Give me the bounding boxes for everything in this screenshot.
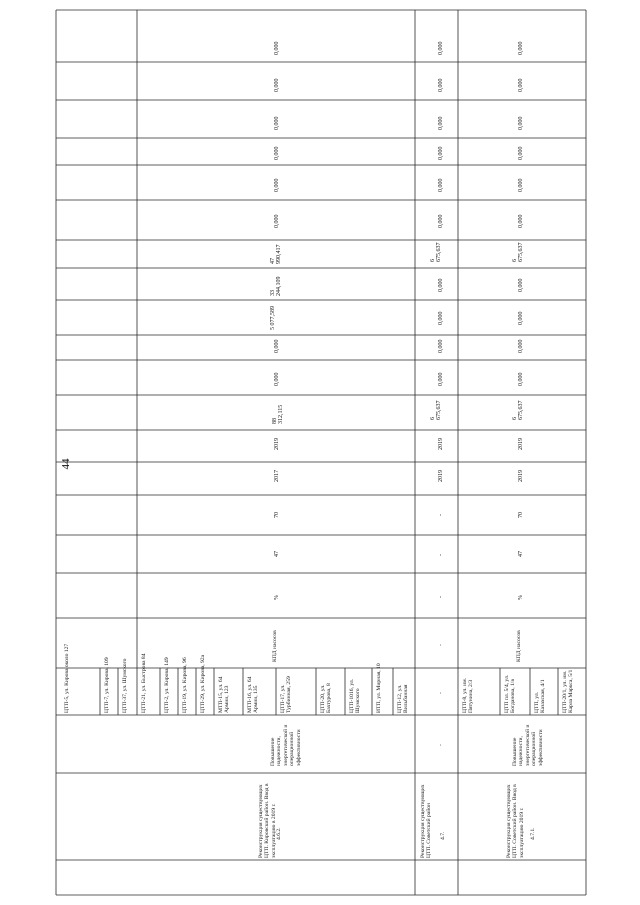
value-cell: 0,000	[518, 372, 524, 386]
base-value: 47	[518, 551, 524, 557]
value-cell: 0,000	[518, 214, 524, 228]
object-item: ЦТП-12, ул. Вильбанная	[397, 684, 410, 713]
row-name: Реконструкция существующих ЦТП. Советский район	[420, 784, 433, 858]
start-year: 2017	[274, 470, 280, 482]
value-cell: 0,000	[438, 116, 444, 130]
value-cell: 5 077,589	[270, 306, 276, 330]
unit: -	[438, 596, 444, 598]
end-year: 2019	[518, 438, 524, 450]
value-cell: 6 675,637	[430, 242, 443, 262]
value-cell: 0,000	[518, 41, 524, 55]
value-cell: 0,000	[518, 146, 524, 160]
row-goal: Повышение надежности, энергетической и операционной эффективности	[270, 724, 302, 766]
object-item: МТП-15, ул. 64 Армии, 123	[218, 676, 231, 713]
row-code: 4.7.1.	[530, 827, 536, 840]
row-goal: -	[438, 744, 444, 746]
value-cell: 0,000	[438, 311, 444, 325]
value-cell: 0,000	[518, 116, 524, 130]
value-cell: 0,000	[438, 339, 444, 353]
value-cell: 0,000	[518, 278, 524, 292]
end-year: 2019	[438, 438, 444, 450]
value-cell: 0,000	[274, 339, 280, 353]
object-item: ЦТП-1016, ул. Шумского	[349, 678, 362, 713]
object-item: ИТП, ул. Мирная, 10	[376, 663, 382, 713]
object-item: МТП-16, ул. 64 Армии, 135	[247, 676, 260, 713]
value-cell: 0,000	[274, 372, 280, 386]
indicator: КПД насосов	[516, 630, 522, 662]
target-value: 70	[518, 512, 524, 518]
start-year: 2019	[438, 470, 444, 482]
row-name: Реконструкция существующих ЦТП. Кировский район. Ввод в эксплуатацию в 2019 г.	[258, 783, 277, 858]
object-item: ЦТП-7, ул. Кирова, 109	[104, 657, 110, 713]
value-cell: 47 990,417	[270, 244, 283, 264]
value-cell: 0,000	[438, 278, 444, 292]
indicator: -	[438, 644, 444, 646]
value-cell: 0,000	[438, 41, 444, 55]
base-value: -	[438, 554, 444, 556]
unit: %	[274, 595, 280, 600]
value-cell: 0,000	[274, 78, 280, 92]
value-cell: 0,000	[518, 311, 524, 325]
object-item: ЦТП-20, ул. Бахтурова, 8	[320, 683, 333, 713]
row-code: 4.7.	[440, 831, 446, 840]
base-value: 47	[274, 551, 280, 557]
indicator: КПД насосов	[272, 630, 278, 662]
row-goal: Повышение надежности, энергетической и операционной эффективности	[512, 724, 544, 766]
value-cell: 0,000	[518, 78, 524, 92]
value-cell: 0,000	[274, 178, 280, 192]
total-value: 6 675,637	[512, 400, 525, 420]
object-item: ЦТП-20/1, ул. им. Карла Маркса, 5/1	[562, 669, 575, 713]
object-item: ЦТП-17, ул. Турбинная, 259	[280, 676, 293, 713]
value-cell: 33 244,109	[270, 276, 283, 296]
object-item: -	[438, 692, 444, 694]
row-name: Реконструкция существующих ЦТП. Советский район. Ввод в эксплуатацию 2019 г.	[506, 784, 525, 858]
value-cell: 6 675,637	[512, 242, 525, 262]
value-cell: 0,000	[274, 146, 280, 160]
object-item: ЦТП, ул. Казахская, 4/1	[534, 679, 547, 713]
object-item: ЦТП-37, ул. Шумского	[122, 658, 128, 713]
value-cell: 0,000	[438, 178, 444, 192]
unit: %	[518, 595, 524, 600]
value-cell: 0,000	[438, 372, 444, 386]
total-value: 6 675,637	[430, 400, 443, 420]
object-item: ЦТП-21, ул. Быстрова 84	[141, 653, 147, 713]
value-cell: 0,000	[438, 214, 444, 228]
object-item: ЦТП-8, ул. им. Пятунина, 2/3	[462, 677, 475, 713]
target-value: -	[438, 514, 444, 516]
start-year: 2019	[518, 470, 524, 482]
value-cell: 0,000	[518, 178, 524, 192]
object-item: ЦТП пл. 5/4, ул. Богданова, 1/в	[504, 674, 517, 713]
object-item: ЦТП-19, ул. Кирова, 96	[182, 657, 188, 713]
object-item: ЦТП-5, ул. Кирова около 127	[64, 643, 70, 713]
value-cell: 0,000	[274, 41, 280, 55]
value-cell: 0,000	[438, 146, 444, 160]
value-cell: 0,000	[438, 78, 444, 92]
row-code: 4.6.2.	[276, 827, 282, 840]
target-value: 70	[274, 512, 280, 518]
object-item: ЦТП-29, ул. Кирова, 92а	[200, 654, 206, 713]
value-cell: 0,000	[518, 339, 524, 353]
end-year: 2019	[274, 438, 280, 450]
total-value: 88 312,115	[272, 404, 285, 424]
page-number: 44	[60, 458, 72, 470]
value-cell: 0,000	[274, 116, 280, 130]
object-item: ЦТП-2, ул. Кирова, 149	[164, 657, 170, 713]
value-cell: 0,000	[274, 214, 280, 228]
